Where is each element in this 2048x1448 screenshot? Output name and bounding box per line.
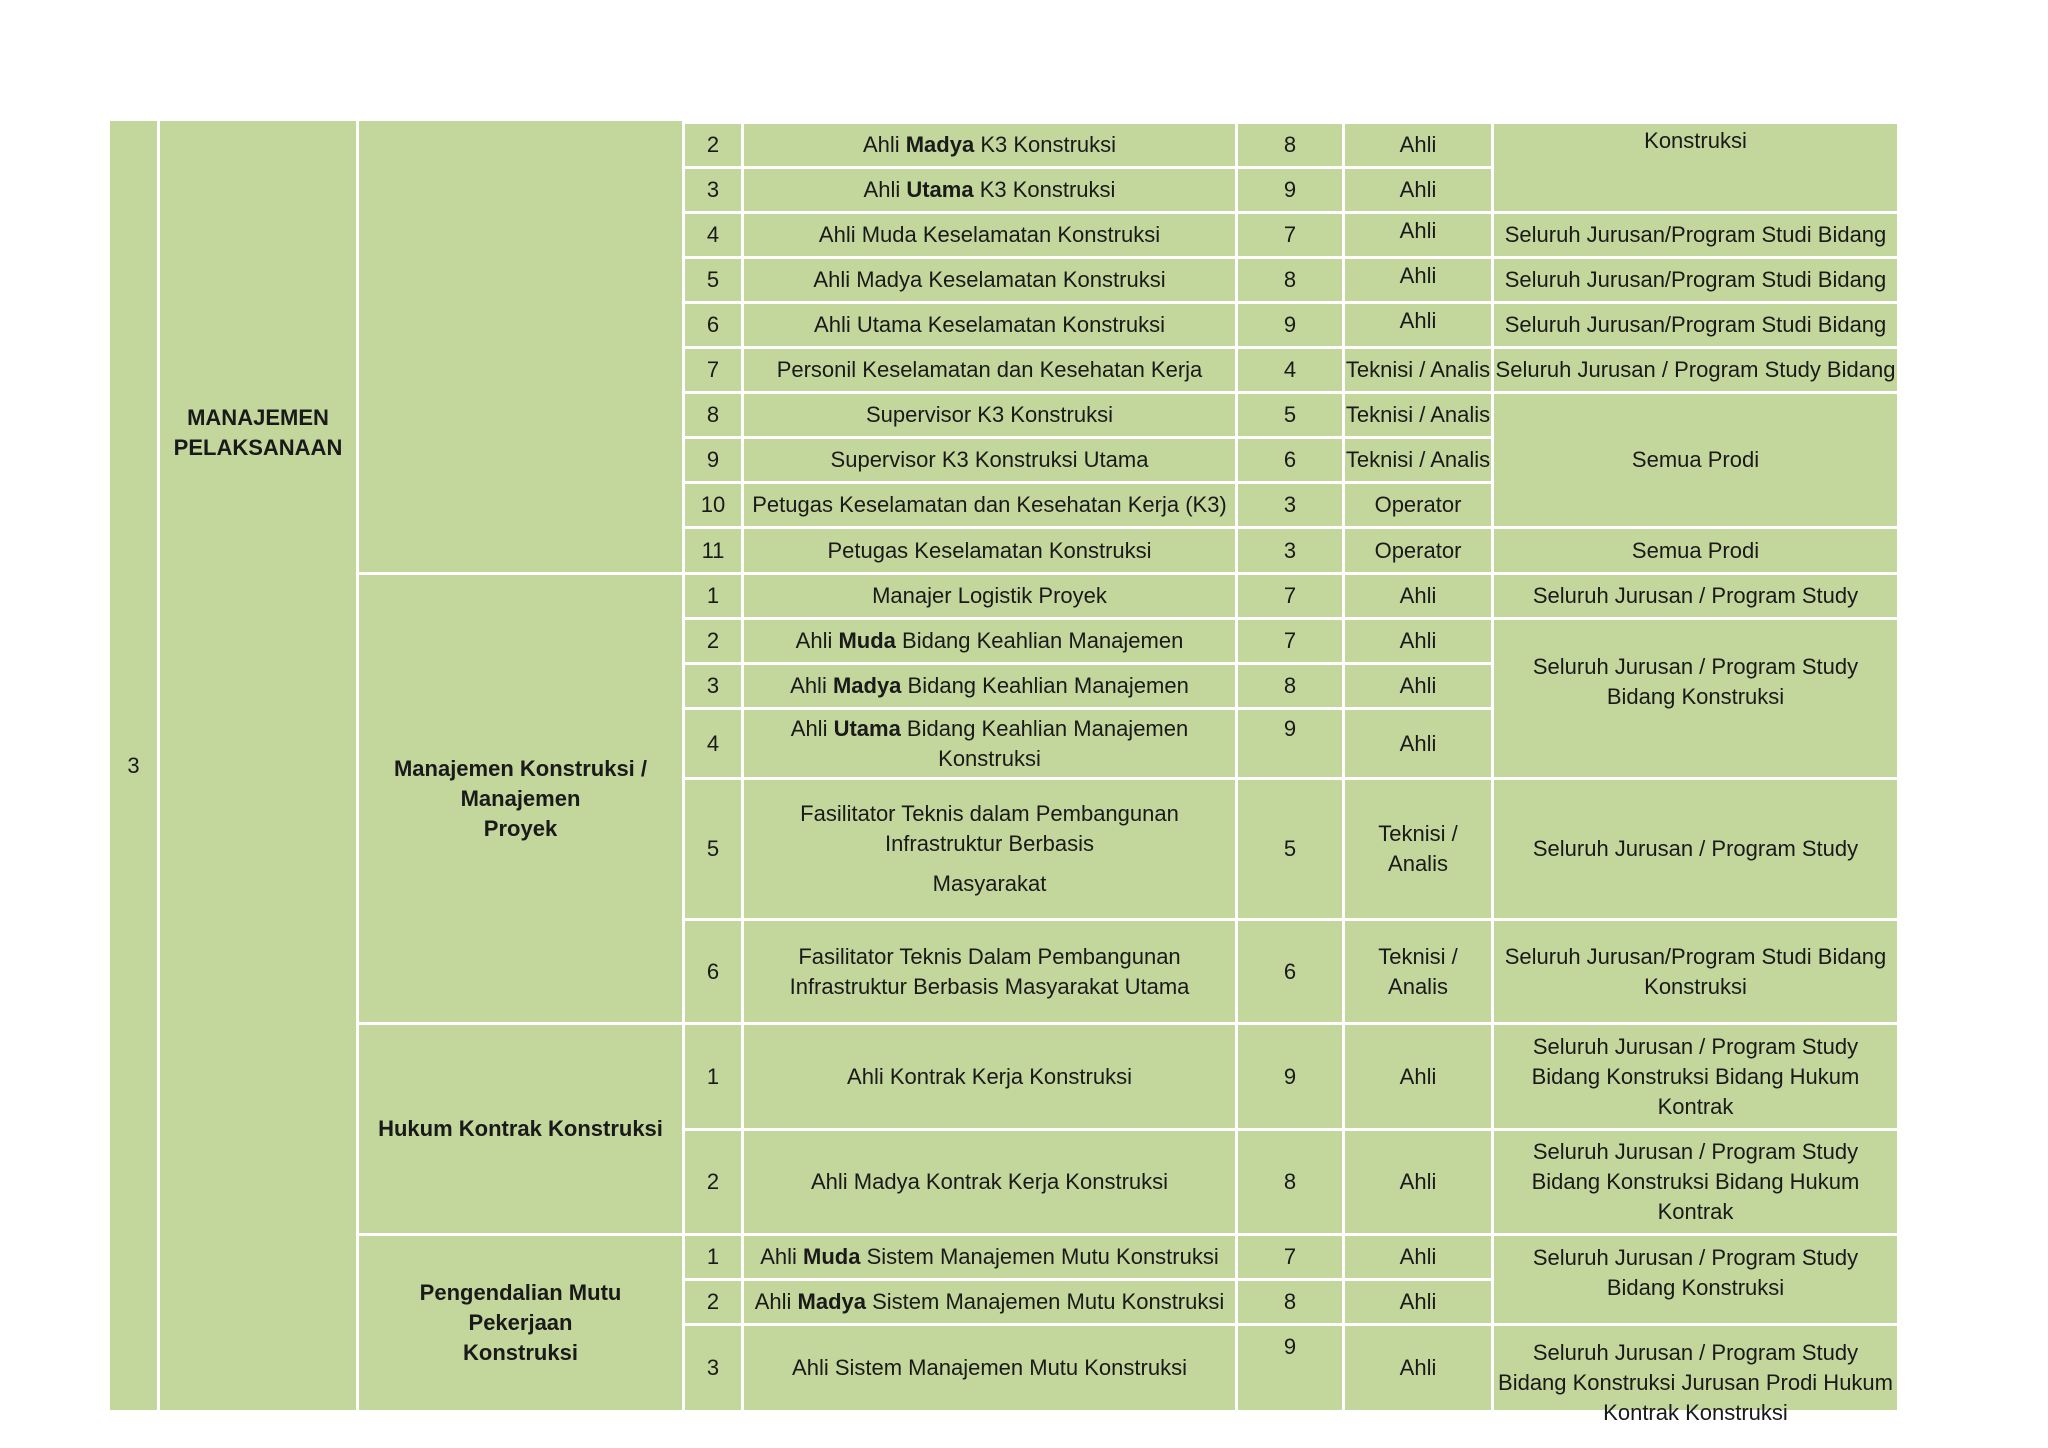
row-name: Ahli Madya Kontrak Kerja Konstruksi — [744, 1131, 1235, 1233]
row-no: 4 — [685, 214, 741, 256]
group-pm-line1: Pengendalian Mutu — [419, 1280, 622, 1305]
row-name: Fasilitator Teknis Dalam Pembangunan Infrastruktur Berbasis Masyarakat Utama — [744, 921, 1235, 1022]
row-name: Petugas Keselamatan Konstruksi — [744, 529, 1235, 572]
row-no: 1 — [685, 575, 741, 617]
row-type: Ahli — [1345, 1326, 1491, 1410]
row-type: Ahli — [1345, 169, 1491, 211]
row-level: 9 — [1238, 710, 1342, 777]
row-no: 2 — [685, 124, 741, 166]
row-level: 9 — [1238, 169, 1342, 211]
row-no: 3 — [685, 169, 741, 211]
row-type: Ahli — [1345, 214, 1491, 256]
row-level: 7 — [1238, 214, 1342, 256]
row-no: 5 — [685, 780, 741, 918]
edu-cell: Seluruh Jurusan / Program Study Bidang Konstruksi Jurusan Prodi Hukum Kontrak Konstruksi — [1494, 1326, 1897, 1410]
row-type: Teknisi / Analis — [1345, 349, 1491, 391]
row-level: 9 — [1238, 304, 1342, 346]
row-level: 7 — [1238, 575, 1342, 617]
row-no: 2 — [685, 620, 741, 662]
edu-cell: Seluruh Jurusan / Program Study Bidang Konstruksi Bidang Hukum Kontrak — [1494, 1025, 1897, 1128]
row-no: 7 — [685, 349, 741, 391]
row-level: 8 — [1238, 665, 1342, 707]
row-name: Supervisor K3 Konstruksi — [744, 394, 1235, 436]
row-name: Ahli Sistem Manajemen Mutu Konstruksi — [744, 1326, 1235, 1410]
row-level: 8 — [1238, 259, 1342, 301]
row-name: Ahli Muda Keselamatan Konstruksi — [744, 214, 1235, 256]
row-type: Ahli — [1345, 665, 1491, 707]
row-name: Manajer Logistik Proyek — [744, 575, 1235, 617]
section-name-line1: MANAJEMEN — [187, 405, 329, 430]
row-type: Teknisi / Analis — [1345, 439, 1491, 481]
group-mk-line1: Manajemen Konstruksi / — [393, 755, 648, 781]
row-level: 8 — [1238, 124, 1342, 166]
section-name-line2: PELAKSANAAN — [173, 435, 343, 460]
edu-cell: Seluruh Jurusan / Program Study — [1494, 780, 1897, 918]
row-level: 4 — [1238, 349, 1342, 391]
row-no: 10 — [685, 484, 741, 526]
row-type: Ahli — [1345, 1236, 1491, 1278]
group-hukum-kontrak-cell — [359, 1025, 682, 1233]
row-type: Operator — [1345, 529, 1491, 572]
group-pm-line2: Pekerjaan — [468, 1310, 573, 1335]
row-name: Petugas Keselamatan dan Kesehatan Kerja (K3) — [744, 484, 1235, 526]
row-type: Ahli — [1345, 1131, 1491, 1233]
section-number: 3 — [127, 752, 140, 778]
row-level: 7 — [1238, 620, 1342, 662]
row-name: Ahli Madya K3 Konstruksi — [744, 124, 1235, 166]
row-no: 2 — [685, 1131, 741, 1233]
row-level: 5 — [1238, 394, 1342, 436]
row-no: 3 — [685, 1326, 741, 1410]
row-name: Ahli Kontrak Kerja Konstruksi — [744, 1025, 1235, 1128]
row-name: Personil Keselamatan dan Kesehatan Kerja — [744, 349, 1235, 391]
edu-cell: Seluruh Jurusan/Program Studi Bidang — [1494, 214, 1897, 256]
row-name: Ahli Madya Bidang Keahlian Manajemen — [744, 665, 1235, 707]
row-name: Ahli Utama Bidang Keahlian Manajemen Konstruksi — [744, 710, 1235, 777]
group-pm-line3: Konstruksi — [463, 1340, 578, 1365]
row-type: Operator — [1345, 484, 1491, 526]
row-no: 3 — [685, 665, 741, 707]
row-no: 11 — [685, 529, 741, 572]
group-k3-cell — [359, 121, 682, 572]
row-level: 8 — [1238, 1131, 1342, 1233]
row-name: Ahli Muda Sistem Manajemen Mutu Konstruksi — [744, 1236, 1235, 1278]
row-no: 1 — [685, 1236, 741, 1278]
row-name: Fasilitator Teknis dalam Pembangunan Infrastruktur Berbasis Masyarakat — [744, 780, 1235, 918]
group-mk-line3: Proyek — [483, 815, 558, 841]
row-level: 6 — [1238, 921, 1342, 1022]
edu-cell: Seluruh Jurusan / Program Study Bidang Konstruksi — [1494, 1236, 1897, 1323]
row-level: 8 — [1238, 1281, 1342, 1323]
edu-cell: Konstruksi — [1494, 124, 1897, 211]
row-level: 9 — [1238, 1025, 1342, 1128]
row-type: Ahli — [1345, 1281, 1491, 1323]
row-level: 3 — [1238, 529, 1342, 572]
group-hk-label: Hukum Kontrak Konstruksi — [378, 1116, 663, 1141]
row-type: Teknisi / Analis — [1345, 394, 1491, 436]
edu-cell: Seluruh Jurusan / Program Study Bidang Konstruksi Bidang Hukum Kontrak — [1494, 1131, 1897, 1233]
row-type: Ahli — [1345, 304, 1491, 346]
row-type: Teknisi / Analis — [1345, 921, 1491, 1022]
edu-cell: Seluruh Jurusan/Program Studi Bidang Konstruksi — [1494, 921, 1897, 1022]
group-manajemen-konstruksi-cell — [359, 575, 682, 1022]
row-name: Ahli Utama Keselamatan Konstruksi — [744, 304, 1235, 346]
row-type: Teknisi / Analis — [1345, 780, 1491, 918]
section-name-cell — [160, 121, 356, 1410]
edu-cell: Seluruh Jurusan / Program Study — [1494, 575, 1897, 617]
row-no: 2 — [685, 1281, 741, 1323]
edu-cell: Semua Prodi — [1494, 529, 1897, 572]
row-type: Ahli — [1345, 124, 1491, 166]
row-name: Ahli Madya Sistem Manajemen Mutu Konstruksi — [744, 1281, 1235, 1323]
row-no: 8 — [685, 394, 741, 436]
edu-cell: Seluruh Jurusan/Program Studi Bidang — [1494, 304, 1897, 346]
row-no: 1 — [685, 1025, 741, 1128]
row-no: 6 — [685, 921, 741, 1022]
row-type: Ahli — [1345, 1025, 1491, 1128]
row-type: Ahli — [1345, 710, 1491, 777]
row-level: 7 — [1238, 1236, 1342, 1278]
section-number-cell — [110, 121, 157, 1410]
row-no: 9 — [685, 439, 741, 481]
row-name: Ahli Utama K3 Konstruksi — [744, 169, 1235, 211]
row-no: 4 — [685, 710, 741, 777]
edu-cell: Semua Prodi — [1494, 394, 1897, 526]
row-no: 5 — [685, 259, 741, 301]
edu-cell: Seluruh Jurusan/Program Studi Bidang — [1494, 259, 1897, 301]
edu-cell: Seluruh Jurusan / Program Study Bidang Konstruksi — [1494, 620, 1897, 777]
row-type: Ahli — [1345, 259, 1491, 301]
row-name: Ahli Madya Keselamatan Konstruksi — [744, 259, 1235, 301]
edu-cell: Seluruh Jurusan / Program Study Bidang — [1494, 349, 1897, 391]
row-type: Ahli — [1345, 575, 1491, 617]
row-name: Ahli Muda Bidang Keahlian Manajemen — [744, 620, 1235, 662]
row-level: 3 — [1238, 484, 1342, 526]
row-type: Ahli — [1345, 620, 1491, 662]
row-no: 6 — [685, 304, 741, 346]
row-name: Supervisor K3 Konstruksi Utama — [744, 439, 1235, 481]
row-level: 5 — [1238, 780, 1342, 918]
row-level: 6 — [1238, 439, 1342, 481]
group-mk-line2: Manajemen — [460, 785, 581, 811]
group-pengendalian-mutu-cell — [359, 1236, 682, 1410]
row-level: 9 — [1238, 1326, 1342, 1410]
